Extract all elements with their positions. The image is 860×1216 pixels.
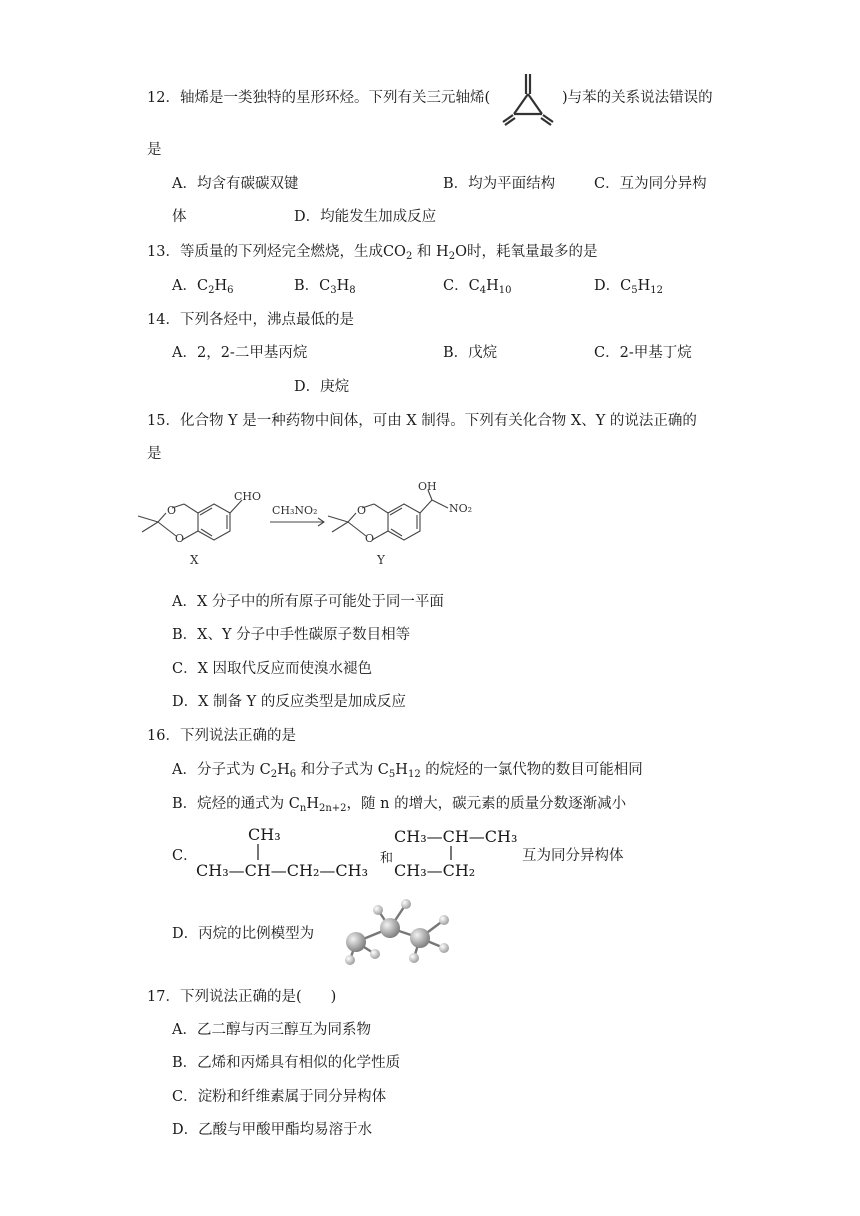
q13-and: 和 xyxy=(416,244,432,260)
q15-option-b[interactable]: B．X、Y 分子中手性碳原子数目相等 xyxy=(172,627,411,643)
q16-b-s2: 2n+2 xyxy=(318,803,347,814)
q16-stem: 16．下列说法正确的是 xyxy=(147,728,296,744)
q13-a-h: H xyxy=(214,278,228,294)
q16-option-b[interactable] xyxy=(172,794,626,814)
x-o2-label: O xyxy=(175,532,185,545)
co2-formula: CO xyxy=(382,244,406,260)
q13-b-h: H xyxy=(336,278,350,294)
q16-a-p5: 的烷烃的一氯代物的数目可能相同 xyxy=(425,762,643,778)
q13-a-label: A．C xyxy=(172,278,209,294)
q16-a-p3: 和分子式为 C xyxy=(300,762,389,778)
q13-stem-pre: 13．等质量的下列烃完全燃烧，生成 xyxy=(147,244,383,260)
q16-a-s1: 2 xyxy=(270,769,278,780)
q13-stem-post: 时，耗氧量最多的是 xyxy=(466,244,598,260)
x-cho-label: CHO xyxy=(234,490,262,503)
q13-option-a[interactable] xyxy=(172,276,233,296)
q13-c-sub1: 4 xyxy=(479,285,487,296)
q12-stem xyxy=(147,88,490,108)
x-label: X xyxy=(190,553,199,567)
q16-c-and: 和 xyxy=(380,851,394,866)
q12-text-before: 12．轴烯是一类独特的星形环烃。下列有关三元轴烯( xyxy=(147,90,491,106)
struct1-top: CH₃ xyxy=(248,825,281,844)
q17-option-a[interactable]: A．乙二醇与丙三醇互为同系物 xyxy=(172,1022,371,1038)
y-no2-label: NO₂ xyxy=(449,502,473,515)
q13-b-label: B．C xyxy=(294,278,331,294)
q17-option-d[interactable]: D．乙酸与甲酸甲酯均易溶于水 xyxy=(172,1122,373,1138)
q13-d-h: H xyxy=(637,278,651,294)
q13-c-label: C．C xyxy=(443,278,480,294)
q13-option-d[interactable] xyxy=(594,276,663,296)
q16-option-a[interactable] xyxy=(172,760,643,780)
q15-stem: 15．化合物 Y 是一种药物中间体，可由 X 制得。下列有关化合物 X、Y 的说法正确的 xyxy=(147,413,697,429)
co2-sub: 2 xyxy=(405,251,413,262)
q17-option-c[interactable]: C．淀粉和纤维素属于同分异构体 xyxy=(172,1089,387,1105)
y-o1-label: O xyxy=(357,504,367,517)
trimethylenecyclopropane-icon xyxy=(495,68,561,126)
q16-a-p1: A．分子式为 C xyxy=(172,762,271,778)
q14-option-d[interactable]: D．庚烷 xyxy=(294,379,350,395)
q12-option-b[interactable]: B．均为平面结构 xyxy=(443,176,556,192)
q14-stem: 14．下列各烃中，沸点最低的是 xyxy=(147,312,354,328)
y-label: Y xyxy=(377,553,385,567)
q13-d-label: D．C xyxy=(594,278,632,294)
q16-c-structures xyxy=(192,818,532,888)
y-oh-label: OH xyxy=(418,480,437,493)
q16-b-p3: ，随 n 的增大，碳元素的质量分数逐渐减小 xyxy=(346,796,627,812)
q12-option-c[interactable]: C．互为同分异构 xyxy=(594,176,707,192)
q16-a-s4: 12 xyxy=(407,769,421,780)
q12-option-d[interactable]: D．均能发生加成反应 xyxy=(294,209,437,225)
q13-a-sub2: 6 xyxy=(227,285,234,296)
q17-option-b[interactable]: B．乙烯和丙烯具有相似的化学性质 xyxy=(172,1055,401,1071)
q12-stem-after: )与苯的关系说法错误的 xyxy=(562,90,713,106)
propane-ball-model-icon xyxy=(320,892,460,972)
q13-d-sub2: 12 xyxy=(650,285,663,296)
q12-option-a[interactable]: A．均含有碳碳双键 xyxy=(172,176,299,192)
struct2-top: CH₃—CH—CH₃ xyxy=(394,827,518,846)
q15-option-a[interactable]: A．X 分子中的所有原子可能处于同一平面 xyxy=(172,594,444,610)
q16-b-p1: B．烷烃的通式为 C xyxy=(172,796,300,812)
q16-b-p2: H xyxy=(306,796,319,812)
q14-option-c[interactable]: C．2-甲基丁烷 xyxy=(594,345,692,361)
q13-d-sub1: 5 xyxy=(631,285,638,296)
q16-option-c[interactable]: C． xyxy=(172,848,198,864)
q16-a-p4: H xyxy=(395,762,408,778)
q15-stem-cont: 是 xyxy=(147,446,162,462)
h2o-sub: 2 xyxy=(448,251,456,262)
q15-option-c[interactable]: C．X 因取代反应而使溴水褪色 xyxy=(172,661,373,677)
struct2-bot: CH₃—CH₂ xyxy=(394,861,476,880)
q12-option-c-cont: 体 xyxy=(172,209,187,225)
q14-option-b[interactable]: B．戊烷 xyxy=(443,345,498,361)
q16-a-s2: 6 xyxy=(289,769,297,780)
q16-a-s3: 5 xyxy=(388,769,396,780)
q14-option-a[interactable]: A．2，2-二甲基丙烷 xyxy=(172,345,308,361)
q13-c-h: H xyxy=(486,278,499,294)
x-o1-label: O xyxy=(167,504,177,517)
q16-option-c-tail: 互为同分异构体 xyxy=(522,848,624,864)
reaction-scheme xyxy=(130,478,490,570)
q16-option-d[interactable]: D．丙烷的比例模型为 xyxy=(172,926,315,942)
q13-c-sub2: 10 xyxy=(498,285,512,296)
q13-b-sub1: 3 xyxy=(330,285,337,296)
q15-option-d[interactable]: D．X 制备 Y 的反应类型是加成反应 xyxy=(172,694,406,710)
h2o-formula: H xyxy=(436,244,449,260)
q13-b-sub2: 8 xyxy=(349,285,356,296)
q16-a-p2: H xyxy=(277,762,290,778)
struct1-main: CH₃—CH—CH₂—CH₃ xyxy=(196,861,369,880)
q13-stem xyxy=(147,242,597,262)
q13-option-c[interactable] xyxy=(443,276,511,296)
h2o-o: O xyxy=(455,244,467,260)
q13-a-sub1: 2 xyxy=(208,285,215,296)
q13-option-b[interactable] xyxy=(294,276,356,296)
q16-b-s1: n xyxy=(299,803,307,814)
q12-stem-cont: 是 xyxy=(147,142,162,158)
reagent-label: CH₃NO₂ xyxy=(272,504,318,517)
y-o2-label: O xyxy=(365,532,375,545)
q17-stem: 17．下列说法正确的是( ) xyxy=(147,989,337,1005)
